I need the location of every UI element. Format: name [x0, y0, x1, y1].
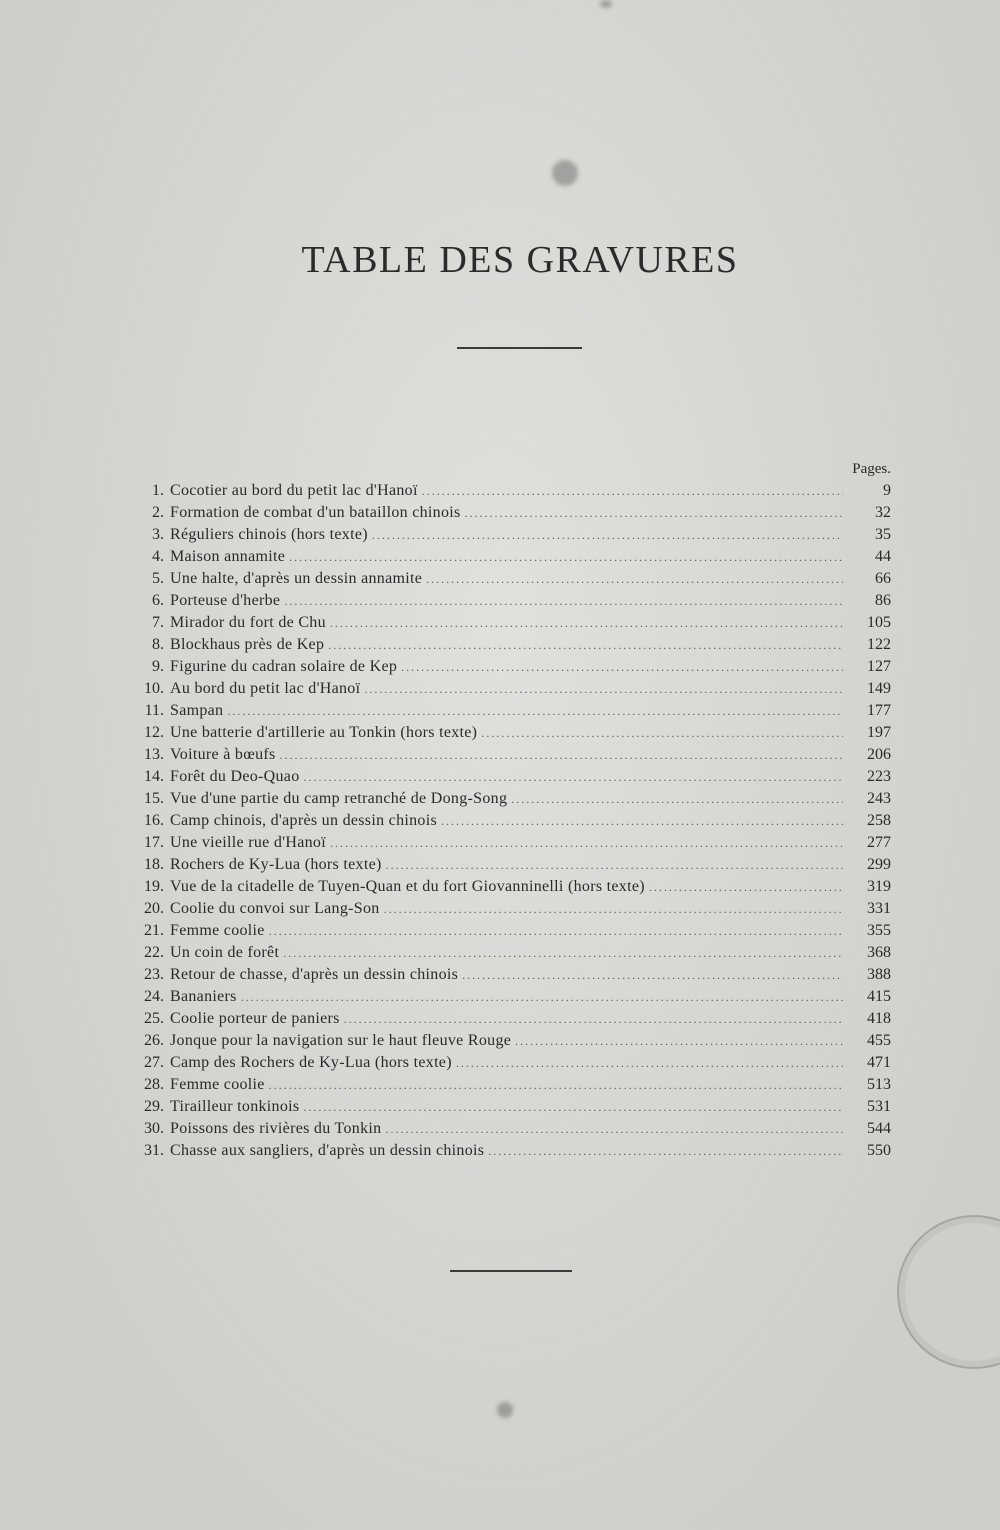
list-item: [134, 1096, 891, 1118]
entry-number: 9.: [152, 658, 164, 675]
entry-list: [134, 480, 891, 1162]
entry-number: 5.: [152, 570, 164, 587]
entry-page-number: 368: [867, 944, 891, 961]
dot-leader: [441, 810, 843, 832]
entry-label: Voiture à bœufs: [170, 746, 276, 763]
entry-number: 16.: [144, 812, 164, 829]
dot-leader: [304, 766, 843, 788]
entry-label: Réguliers chinois (hors texte): [170, 526, 368, 543]
entry-page-number: 197: [867, 724, 891, 741]
entry-label: Blockhaus près de Kep: [170, 636, 325, 653]
entry-label: Cocotier au bord du petit lac d'Hanoï: [170, 482, 418, 499]
entry-label: Figurine du cadran solaire de Kep: [170, 658, 398, 675]
bottom-rule: [450, 1270, 572, 1272]
entry-number: 29.: [144, 1098, 164, 1115]
entry-label: Porteuse d'herbe: [170, 592, 281, 609]
ink-spot-icon: [497, 1402, 513, 1418]
list-item: [134, 678, 891, 700]
list-item: [134, 546, 891, 568]
library-stamp-icon: [897, 1215, 1000, 1369]
entry-page-number: 177: [867, 702, 891, 719]
dot-leader: [269, 1074, 843, 1096]
entry-number: 23.: [144, 966, 164, 983]
list-item: [134, 788, 891, 810]
entry-page-number: 32: [875, 504, 891, 521]
dot-leader: [280, 744, 843, 766]
list-item: [134, 920, 891, 942]
entry-page-number: 9: [883, 482, 891, 499]
entry-page-number: 258: [867, 812, 891, 829]
entry-page-number: 105: [867, 614, 891, 631]
entry-number: 19.: [144, 878, 164, 895]
entry-number: 26.: [144, 1032, 164, 1049]
entry-page-number: 550: [867, 1142, 891, 1159]
list-item: [134, 590, 891, 612]
entry-label: Forêt du Deo-Quao: [170, 768, 300, 785]
entry-label: Tirailleur tonkinois: [170, 1098, 300, 1115]
entry-label: Jonque pour la navigation sur le haut fleuve Rouge: [170, 1032, 512, 1049]
entry-number: 6.: [152, 592, 164, 609]
entry-page-number: 206: [867, 746, 891, 763]
entry-number: 4.: [152, 548, 164, 565]
entry-label: Camp des Rochers de Ky-Lua (hors texte): [170, 1054, 452, 1071]
entry-label: Camp chinois, d'après un dessin chinois: [170, 812, 437, 829]
dot-leader: [330, 612, 843, 634]
entry-label: Un coin de forêt: [170, 944, 280, 961]
dot-leader: [328, 634, 843, 656]
entry-page-number: 471: [867, 1054, 891, 1071]
entry-label: Poissons des rivières du Tonkin: [170, 1120, 382, 1137]
entry-number: 3.: [152, 526, 164, 543]
entry-number: 7.: [152, 614, 164, 631]
list-item: [134, 832, 891, 854]
entry-label: Maison annamite: [170, 548, 286, 565]
entry-page-number: 35: [875, 526, 891, 543]
dot-leader: [241, 986, 843, 1008]
entry-page-number: 223: [867, 768, 891, 785]
dot-leader: [465, 502, 843, 524]
dot-leader: [488, 1140, 843, 1162]
dot-leader: [511, 788, 843, 810]
entry-page-number: 513: [867, 1076, 891, 1093]
entry-page-number: 299: [867, 856, 891, 873]
list-item: [134, 612, 891, 634]
list-item: [134, 854, 891, 876]
dot-leader: [227, 700, 843, 722]
entry-number: 13.: [144, 746, 164, 763]
dot-leader: [515, 1030, 843, 1052]
entry-page-number: 455: [867, 1032, 891, 1049]
list-item: [134, 876, 891, 898]
entry-label: Retour de chasse, d'après un dessin chinois: [170, 966, 459, 983]
dot-leader: [422, 480, 843, 502]
list-item: [134, 942, 891, 964]
dot-leader: [481, 722, 843, 744]
entry-number: 30.: [144, 1120, 164, 1137]
list-item: [134, 810, 891, 832]
dot-leader: [401, 656, 843, 678]
entry-label: Une vieille rue d'Hanoï: [170, 834, 326, 851]
list-item: [134, 1118, 891, 1140]
dot-leader: [269, 920, 843, 942]
dot-leader: [372, 524, 843, 546]
entry-page-number: 544: [867, 1120, 891, 1137]
entry-page-number: 122: [867, 636, 891, 653]
entry-page-number: 531: [867, 1098, 891, 1115]
dot-leader: [462, 964, 843, 986]
list-item: [134, 502, 891, 524]
list-item: [134, 1140, 891, 1162]
dot-leader: [385, 1118, 843, 1140]
title-rule: [457, 347, 582, 349]
ink-spot-icon: [600, 0, 612, 8]
entry-label: Vue d'une partie du camp retranché de Dong-Song: [170, 790, 508, 807]
list-item: [134, 656, 891, 678]
entry-label: Mirador du fort de Chu: [170, 614, 326, 631]
dot-leader: [456, 1052, 843, 1074]
entry-number: 27.: [144, 1054, 164, 1071]
dot-leader: [330, 832, 843, 854]
entry-number: 18.: [144, 856, 164, 873]
entry-page-number: 277: [867, 834, 891, 851]
entry-number: 17.: [144, 834, 164, 851]
list-item: [134, 1030, 891, 1052]
page-title: TABLE DES GRAVURES: [301, 239, 739, 281]
list-item: [134, 480, 891, 502]
pages-column-header: Pages.: [852, 461, 891, 477]
list-item: [134, 700, 891, 722]
list-item: [134, 964, 891, 986]
entry-page-number: 355: [867, 922, 891, 939]
entry-page-number: 319: [867, 878, 891, 895]
dot-leader: [289, 546, 843, 568]
entry-page-number: 331: [867, 900, 891, 917]
entry-page-number: 388: [867, 966, 891, 983]
entry-page-number: 86: [875, 592, 891, 609]
list-item: [134, 744, 891, 766]
table-of-engravings: [134, 458, 891, 1162]
list-item: [134, 1052, 891, 1074]
entry-number: 31.: [144, 1142, 164, 1159]
entry-page-number: 415: [867, 988, 891, 1005]
list-item: [134, 1074, 891, 1096]
entry-label: Coolie porteur de paniers: [170, 1010, 340, 1027]
entry-number: 25.: [144, 1010, 164, 1027]
entry-number: 10.: [144, 680, 164, 697]
dot-leader: [303, 1096, 843, 1118]
dot-leader: [386, 854, 843, 876]
entry-number: 21.: [144, 922, 164, 939]
entry-number: 1.: [152, 482, 164, 499]
entry-label: Sampan: [170, 702, 224, 719]
dot-leader: [426, 568, 843, 590]
entry-label: Bananiers: [170, 988, 237, 1005]
entry-page-number: 66: [875, 570, 891, 587]
entry-number: 12.: [144, 724, 164, 741]
entry-label: Rochers de Ky-Lua (hors texte): [170, 856, 382, 873]
list-item: [134, 986, 891, 1008]
entry-page-number: 127: [867, 658, 891, 675]
entry-label: Femme coolie: [170, 922, 265, 939]
dot-leader: [344, 1008, 843, 1030]
entry-number: 11.: [144, 702, 164, 719]
entry-label: Coolie du convoi sur Lang-Son: [170, 900, 380, 917]
list-item: [134, 568, 891, 590]
entry-page-number: 44: [875, 548, 891, 565]
dot-leader: [649, 876, 843, 898]
entry-label: Femme coolie: [170, 1076, 265, 1093]
list-item: [134, 1008, 891, 1030]
entry-number: 24.: [144, 988, 164, 1005]
entry-label: Au bord du petit lac d'Hanoï: [170, 680, 361, 697]
list-item: [134, 722, 891, 744]
dot-leader: [364, 678, 843, 700]
entry-page-number: 418: [867, 1010, 891, 1027]
entry-number: 14.: [144, 768, 164, 785]
dot-leader: [384, 898, 843, 920]
entry-label: Vue de la citadelle de Tuyen-Quan et du fort Giovanninelli (hors texte): [170, 878, 645, 895]
ink-spot-icon: [552, 160, 578, 186]
entry-number: 15.: [144, 790, 164, 807]
entry-number: 2.: [152, 504, 164, 521]
entry-page-number: 149: [867, 680, 891, 697]
entry-label: Une halte, d'après un dessin annamite: [170, 570, 423, 587]
list-item: [134, 766, 891, 788]
entry-number: 8.: [152, 636, 164, 653]
entry-number: 20.: [144, 900, 164, 917]
entry-number: 28.: [144, 1076, 164, 1093]
entry-number: 22.: [144, 944, 164, 961]
dot-leader: [284, 590, 843, 612]
entry-page-number: 243: [867, 790, 891, 807]
entry-label: Une batterie d'artillerie au Tonkin (hors texte): [170, 724, 478, 741]
dot-leader: [283, 942, 843, 964]
entry-label: Formation de combat d'un bataillon chinois: [170, 504, 461, 521]
list-item: [134, 524, 891, 546]
entry-label: Chasse aux sangliers, d'après un dessin chinois: [170, 1142, 485, 1159]
list-item: [134, 634, 891, 656]
list-item: [134, 898, 891, 920]
